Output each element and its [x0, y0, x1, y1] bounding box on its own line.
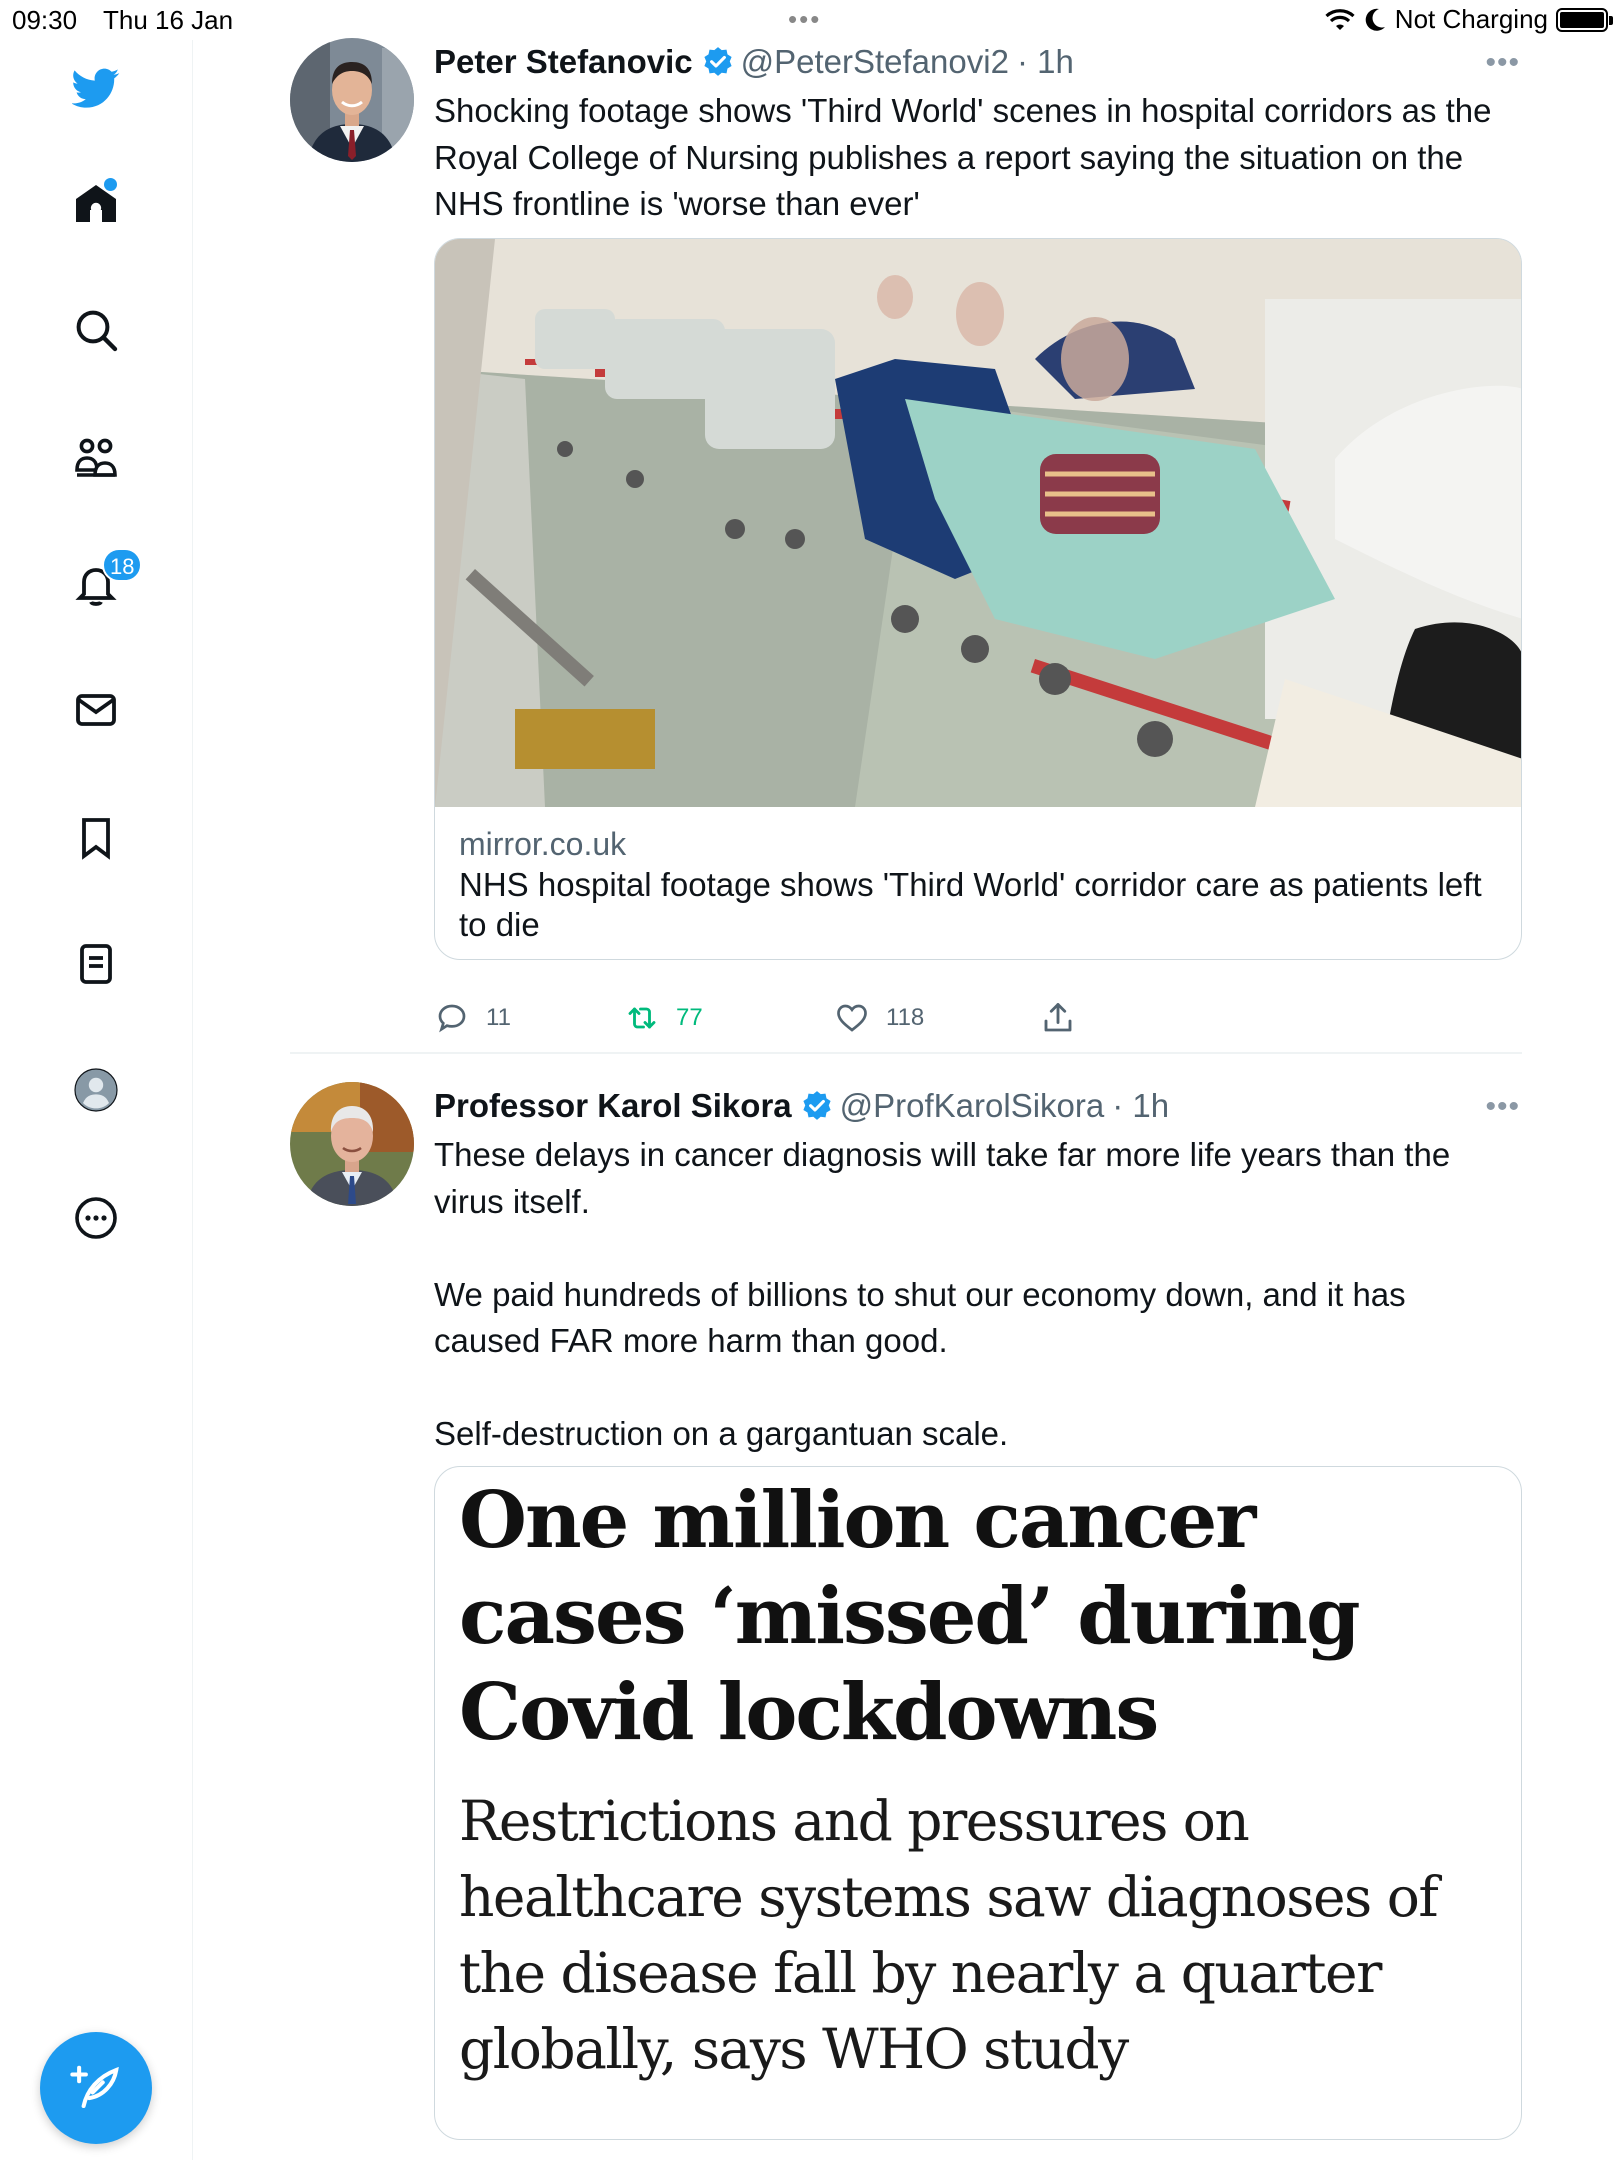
tweet-body [434, 1082, 1520, 1458]
tweet-body [434, 38, 1520, 228]
charging-status: Not Charging [1394, 4, 1548, 34]
avatar[interactable] [290, 1082, 414, 1206]
tweet-more-icon[interactable]: ••• [1485, 46, 1520, 79]
tweet[interactable] [290, 1082, 1520, 2160]
tweet-divider [290, 1052, 1522, 1054]
notifications-icon[interactable] [60, 548, 135, 620]
author-handle[interactable]: @PeterStefanovi2 [740, 43, 1009, 80]
tweet-time[interactable]: · 1h [1112, 1087, 1170, 1124]
tweet[interactable] [290, 38, 1520, 1031]
lists-icon[interactable] [60, 928, 132, 1000]
share-icon [1040, 1000, 1076, 1036]
multitasking-dots-icon[interactable]: ••• [788, 4, 822, 34]
link-card[interactable] [434, 238, 1522, 960]
verified-badge-icon [701, 45, 735, 79]
profile-icon[interactable] [60, 1054, 132, 1126]
reply-count: 11 [486, 1004, 511, 1031]
communities-icon[interactable] [60, 422, 132, 494]
card-meta [435, 807, 1521, 959]
bookmarks-icon[interactable] [60, 802, 132, 874]
reply-button[interactable] [434, 1000, 511, 1036]
tweet-more-icon[interactable]: ••• [1485, 1090, 1520, 1123]
avatar[interactable] [290, 38, 414, 162]
notifications-badge: 18 [102, 548, 142, 582]
card-title: NHS hospital footage shows 'Third World' corridor care as patients left to die [459, 866, 1482, 943]
retweet-count: 77 [676, 1004, 703, 1031]
compose-tweet-button[interactable] [40, 2032, 152, 2144]
retweet-button[interactable] [624, 1000, 703, 1036]
twitter-logo-icon[interactable] [60, 52, 132, 124]
sidebar [0, 40, 193, 2160]
status-indicators [1325, 4, 1608, 35]
tweet-header [434, 1082, 1520, 1130]
battery-icon [1556, 8, 1608, 32]
wifi-icon [1325, 8, 1355, 32]
like-button[interactable] [834, 1000, 924, 1036]
tweet-text: These delays in cancer diagnosis will take far more life years than the virus itself. We paid hundreds of billions to shut our economy down, and it has caused FAR more harm than good. Self-destruction on a gargantuan scale. [434, 1136, 1451, 1452]
retweet-icon [624, 1000, 660, 1036]
tweet-text: Shocking footage shows 'Third World' scenes in hospital corridors as the Royal College of Nursing publishes a report saying the situation on the NHS frontline is 'worse than ever' [434, 92, 1501, 222]
author-name[interactable]: Peter Stefanovic [434, 43, 693, 80]
messages-icon[interactable] [60, 674, 132, 746]
search-icon[interactable] [60, 294, 132, 366]
like-count: 118 [886, 1004, 925, 1031]
status-time: 09:30 [12, 5, 78, 35]
card-domain: mirror.co.uk [459, 826, 627, 862]
status-bar [0, 0, 1620, 40]
tweet-image[interactable] [434, 1466, 1522, 2140]
share-button[interactable] [1040, 1000, 1076, 1036]
compose-tweet-icon [69, 2061, 123, 2115]
tweet-header [434, 38, 1520, 86]
image-headline: One million cancer cases ‘missed’ during Covid lockdowns [459, 1475, 1359, 1758]
reply-icon [434, 1000, 470, 1036]
verified-badge-icon [800, 1089, 834, 1123]
author-name[interactable]: Professor Karol Sikora [434, 1087, 792, 1124]
card-image [435, 239, 1521, 807]
more-icon[interactable] [60, 1182, 132, 1254]
moon-icon [1363, 7, 1387, 33]
tweet-actions [434, 1000, 1134, 1050]
home-unread-dot [104, 178, 117, 191]
image-subheadline: Restrictions and pressures on healthcare systems saw diagnoses of the disease fall by nearly a quarter globally, says WHO study [459, 1789, 1438, 2081]
author-handle[interactable]: @ProfKarolSikora [839, 1087, 1105, 1124]
tweet-time[interactable]: · 1h [1016, 43, 1074, 80]
like-icon [834, 1000, 870, 1036]
status-date: Thu 16 Jan [103, 5, 234, 35]
home-icon[interactable] [60, 168, 132, 240]
